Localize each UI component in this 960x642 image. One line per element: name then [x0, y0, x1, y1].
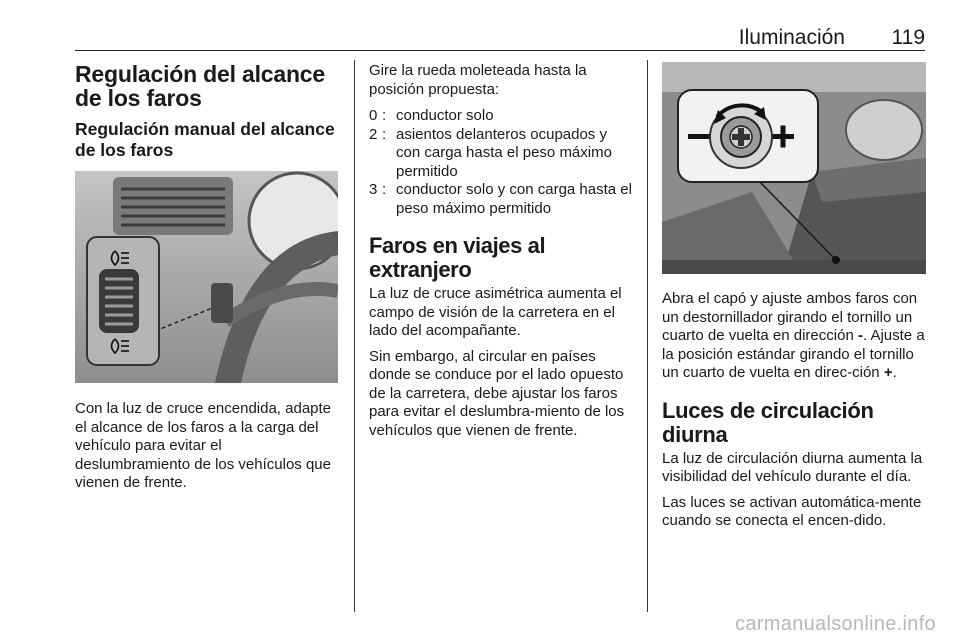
list-item-key: 0 — [369, 107, 378, 124]
list-item-text: asientos delanteros ocupados y con carga hasta el peso máximo permitido — [396, 125, 612, 180]
list-item: 0 : conductor solo — [369, 107, 632, 126]
list-item-key: 2 — [369, 125, 378, 143]
paragraph-text: Abra el capó y ajuste ambos faros con un destornillador girando el tornillo un cuarto de vuelta en dirección — [662, 290, 918, 344]
column-divider — [354, 60, 355, 612]
position-list — [369, 107, 632, 218]
body-paragraph: Con la luz de cruce encendida, adapte el alcance de los faros a la carga del vehículo para evitar el deslumbramiento de los vehículos que vienen de frente. — [75, 400, 332, 491]
column-divider — [647, 60, 648, 612]
section-heading: Luces de circulación diurna — [662, 397, 874, 447]
paragraph-text: . — [892, 364, 897, 381]
body-paragraph: La luz de cruce asimétrica aumenta el campo de visión de la carretera en el lado del acompañante. — [369, 285, 622, 339]
column-middle — [369, 62, 632, 447]
page-number: 119 — [891, 26, 925, 49]
list-item-text: conductor solo — [396, 107, 494, 124]
body-paragraph: La luz de circulación diurna aumenta la visibilidad del vehículo durante el día. — [662, 449, 923, 485]
body-paragraph: Sin embargo, al circular en países donde se conduce por el lado opuesto de la carretera, debe ajustar los faros para evitar el deslumbra-miento de los vehículos que vienen de frente. — [369, 347, 625, 439]
section-title: Iluminación — [738, 26, 845, 49]
column-right — [662, 62, 926, 538]
page-header — [75, 22, 925, 51]
watermark: carmanualsonline.info — [735, 613, 936, 635]
headlight-range-dial-illustration — [75, 171, 338, 383]
plus-symbol: + — [883, 364, 893, 381]
list-item-text: conductor solo y con carga hasta el peso máximo permitido — [396, 181, 632, 217]
paragraph-text: . Ajuste a la posición estándar girando el tornillo un cuarto de vuelta en direc-ción — [662, 327, 925, 381]
list-item: 3 : conductor solo y con carga hasta el peso máximo permitido — [369, 181, 632, 217]
list-item-key: 3 — [369, 181, 378, 198]
body-paragraph: Gire la rueda moleteada hasta la posición propuesta: — [369, 62, 587, 98]
section-heading: Regulación del alcance de los faros — [75, 61, 325, 111]
body-paragraph: Las luces se activan automática-mente cuando se conecta el encen-dido. — [662, 493, 922, 529]
subsection-heading: Regulación manual del alcance de los faros — [75, 119, 335, 160]
list-item: 2 : asientos delanteros ocupados y con carga hasta el peso máximo permitido — [369, 126, 632, 182]
body-paragraph — [662, 290, 926, 383]
column-left — [75, 62, 338, 500]
headlight-adjustment-screw-illustration — [662, 62, 926, 274]
section-heading: Faros en viajes al extranjero — [369, 233, 546, 282]
minus-symbol: - — [857, 327, 863, 344]
